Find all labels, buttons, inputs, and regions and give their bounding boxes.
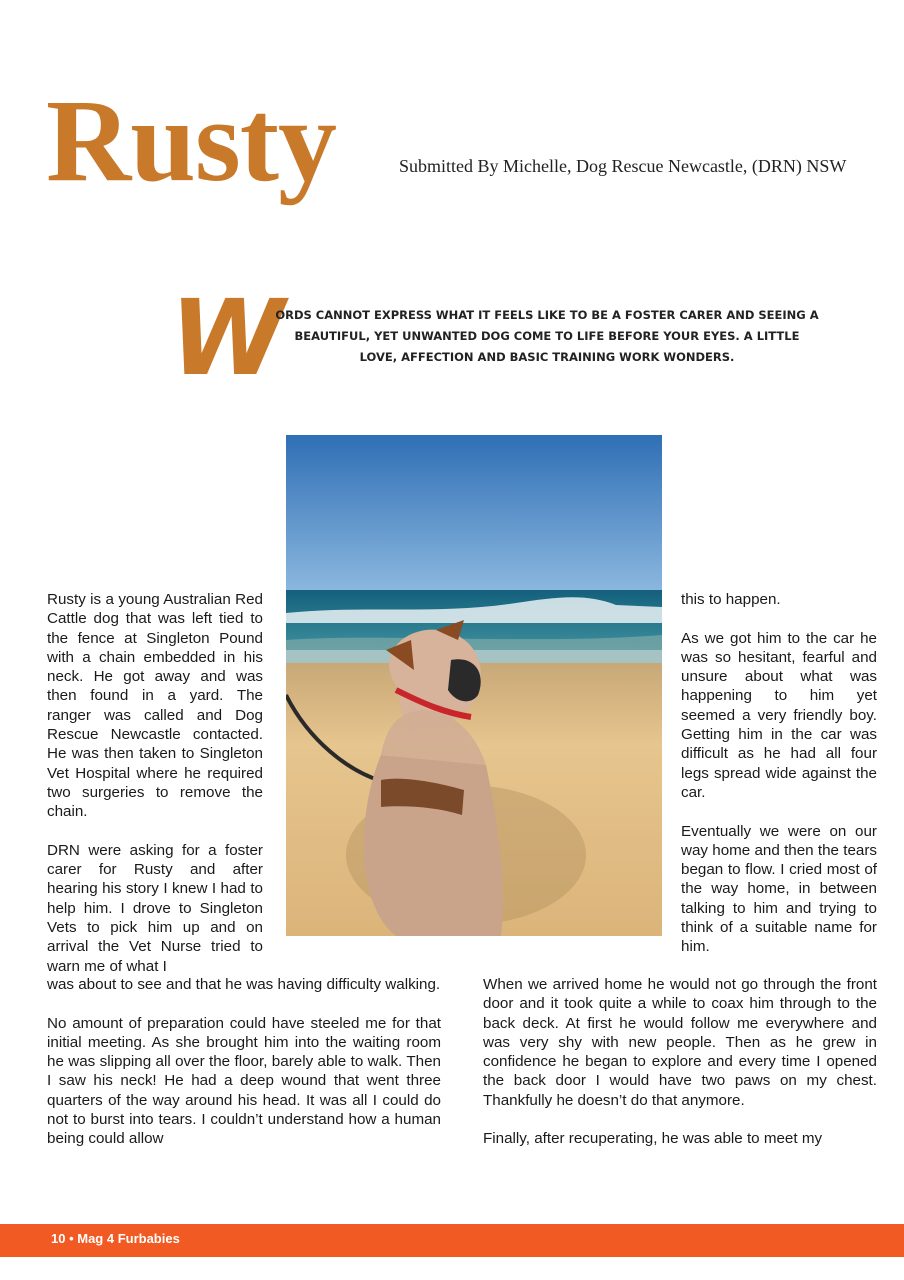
dog-on-beach-photo	[286, 435, 662, 936]
body-paragraph: When we arrived home he would not go through the front door and it took quite a while to coax him through to the back deck. At first he would follow me everywhere and was very shy with new people. Then as he grew in confidence he began to explore and every time I opened the back door I would have two paws on my chest. Thankfully he doesn’t do that anymore.	[483, 976, 877, 1109]
page-footer	[0, 1224, 904, 1257]
intro-paragraph	[262, 305, 832, 368]
drop-cap: W	[170, 277, 285, 399]
article-column-right-bottom	[483, 975, 877, 1149]
body-paragraph: Finally, after recuperating, he was able to meet my	[483, 1130, 823, 1148]
article-column-left-bottom	[47, 975, 441, 1149]
article-column-right-top	[681, 590, 877, 957]
intro-line: ORDS CANNOT EXPRESS WHAT IT FEELS LIKE TO BE A FOSTER CARER AND SEEING A	[275, 308, 819, 322]
body-paragraph: this to happen.	[681, 591, 781, 608]
body-paragraph: No amount of preparation could have steeled me for that initial meeting. As she brought him into the waiting room he was slipping all over the floor, barely able to walk. Then I saw his neck! He had a deep wound that went three quarters of the way around his head. It was all I could do not to burst into tears. I couldn’t understand how a human being could allow	[47, 1014, 441, 1148]
article-column-left-top	[47, 590, 263, 976]
article-title: Rusty	[46, 75, 337, 206]
intro-line: BEAUTIFUL, YET UNWANTED DOG COME TO LIFE BEFORE YOUR EYES. A LITTLE	[294, 329, 800, 343]
intro-line: LOVE, AFFECTION AND BASIC TRAINING WORK WONDERS.	[359, 350, 735, 364]
article-byline: Submitted By Michelle, Dog Rescue Newcastle, (DRN) NSW	[399, 156, 847, 176]
body-paragraph: Eventually we were on our way home and then the tears began to flow. I cried most of the way home, in between talking to him and trying to think of a suitable name for him.	[681, 822, 877, 956]
footer-page-label: 10 • Mag 4 Furbabies	[51, 1231, 180, 1246]
body-paragraph: was about to see and that he was having difficulty walking.	[47, 976, 441, 993]
body-paragraph: DRN were asking for a foster carer for Rusty and after hearing his story I knew I had to help him. I drove to Singleton Vets to pick him up and on arrival the Vet Nurse tried to warn me of what I	[47, 841, 263, 975]
body-paragraph: Rusty is a young Australian Red Cattle dog that was left tied to the fence at Singleton Pound with a chain embedded in his neck. He got away and was then found in a yard. The ranger was called and Dog Rescue Newcastle contacted. He was then taken to Singleton Vet Hospital where he required two surgeries to remove the chain.	[47, 591, 263, 821]
body-paragraph: As we got him to the car he was so hesitant, fearful and unsure about what was happening to him yet seemed a very friendly boy. Getting him in the car was difficult as he had all four legs spread wide against the car.	[681, 629, 877, 801]
